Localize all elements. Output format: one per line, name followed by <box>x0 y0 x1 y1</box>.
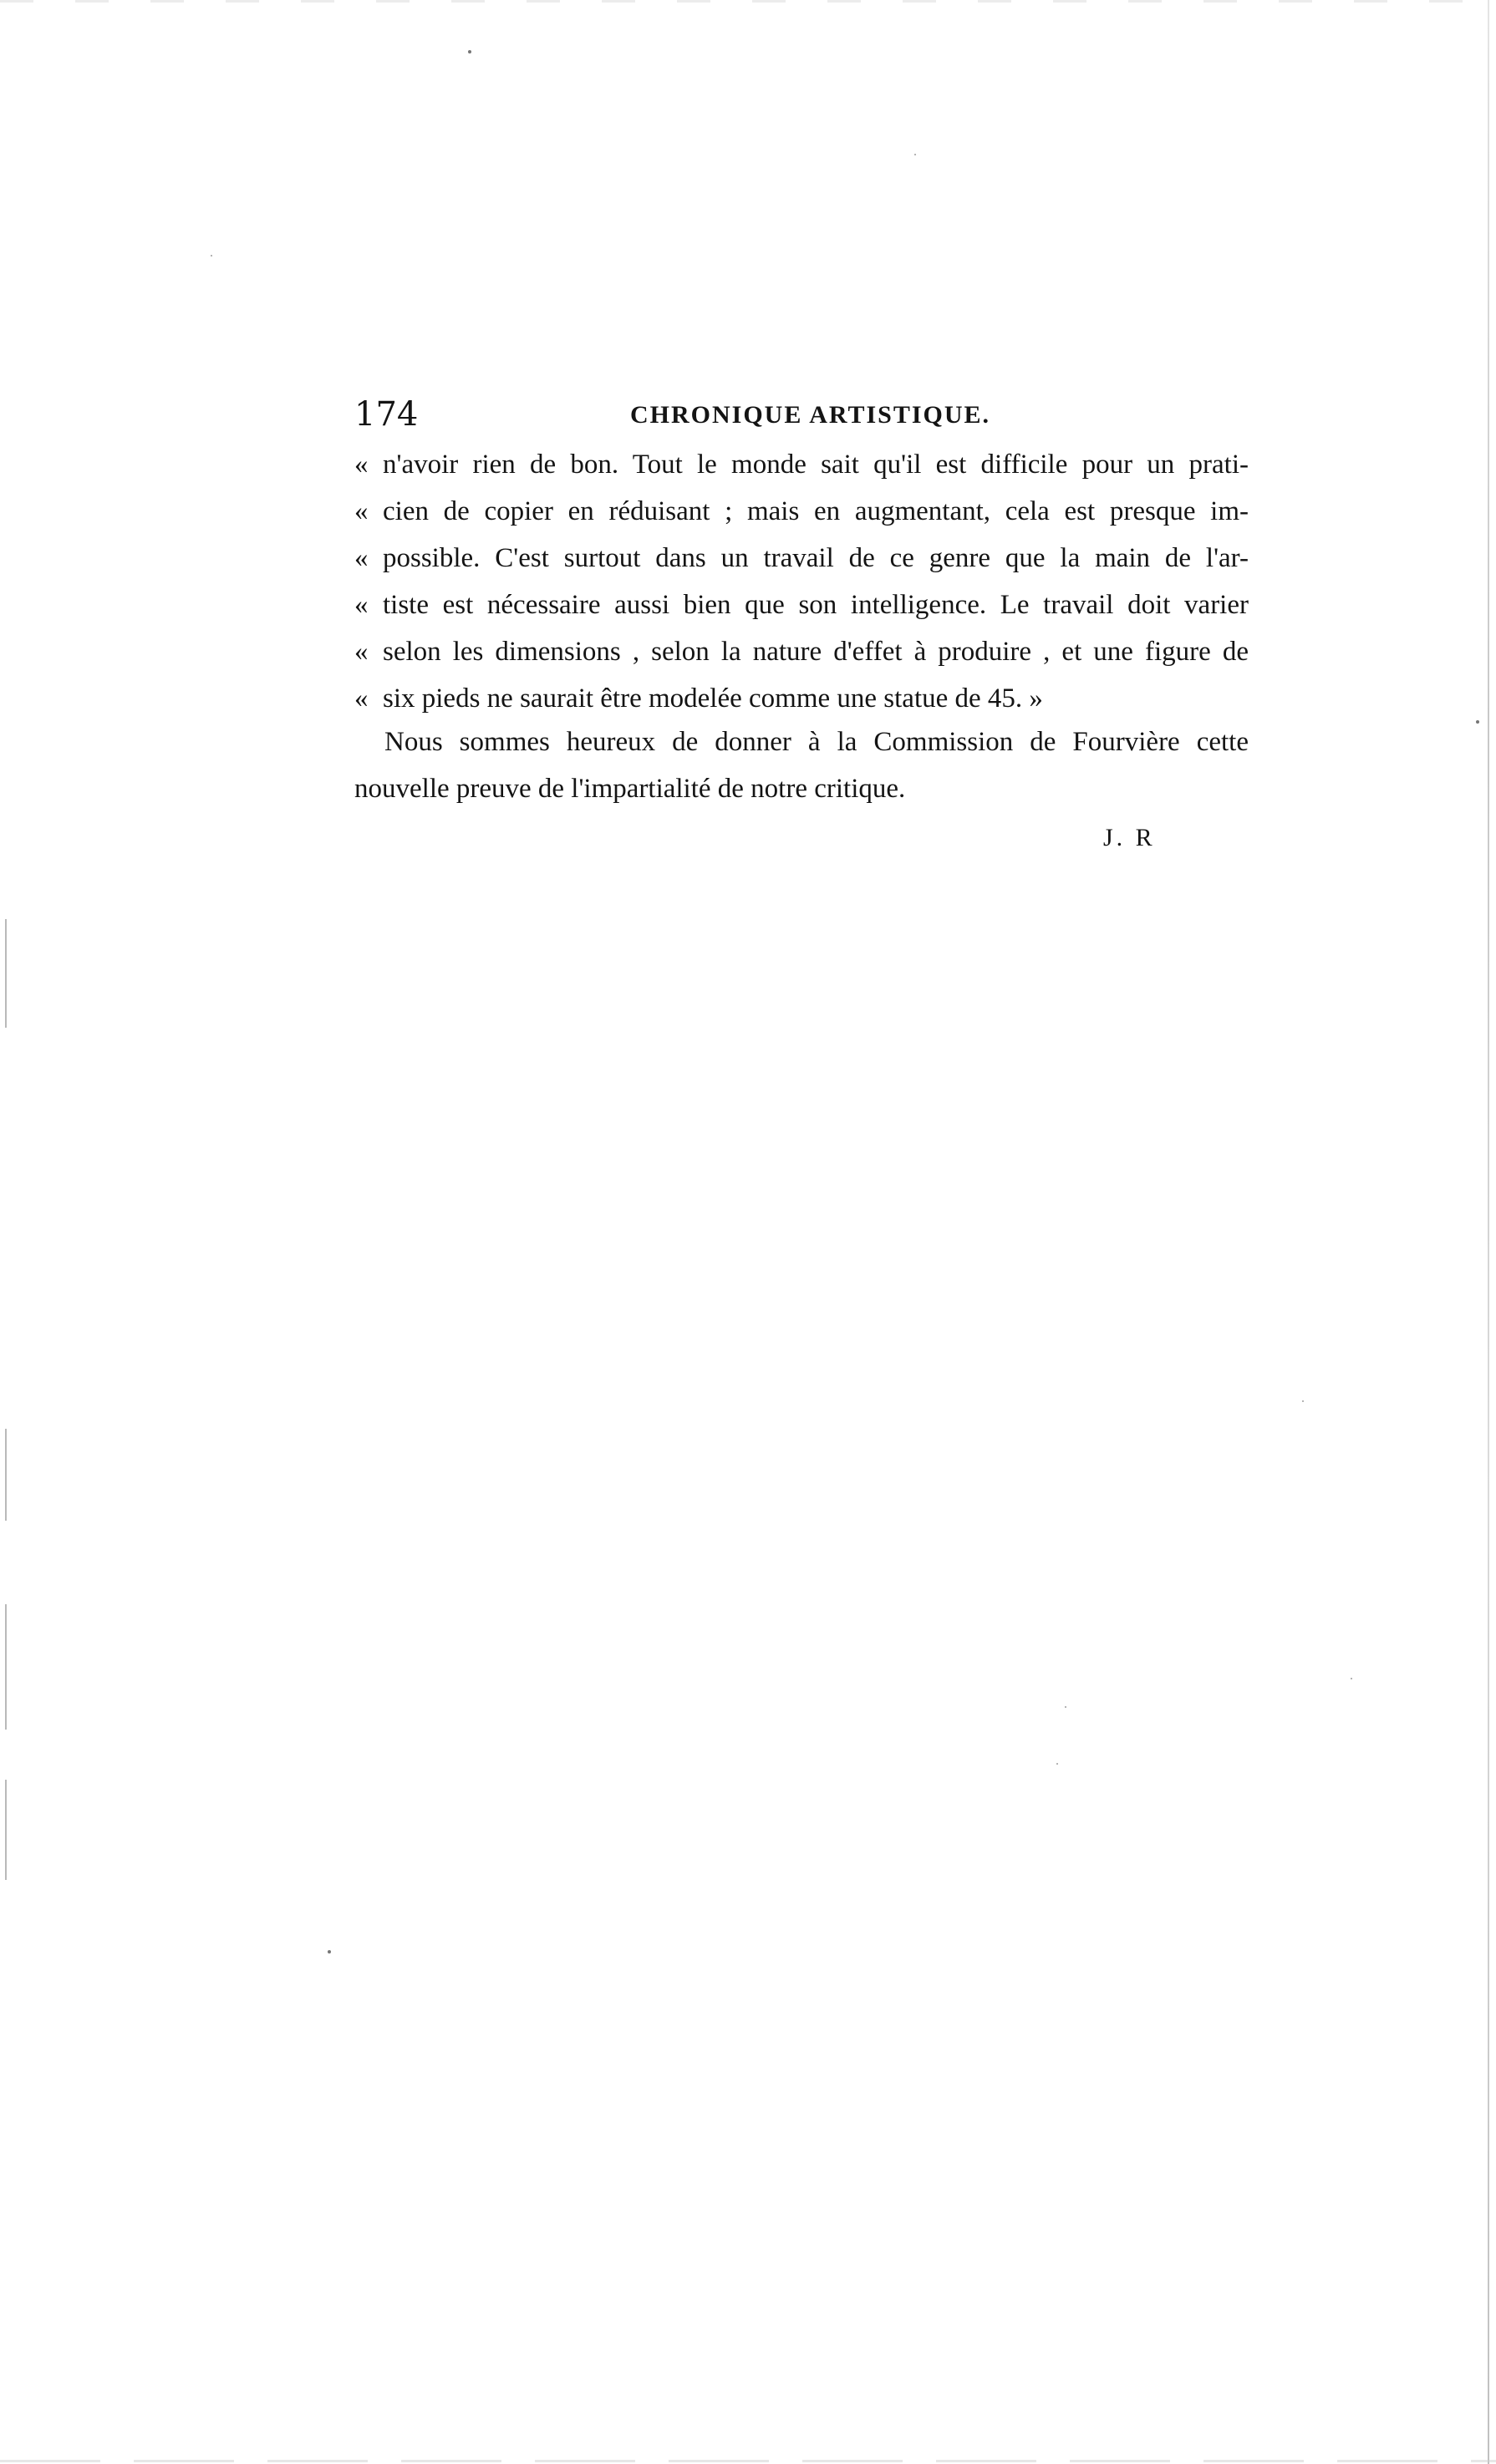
closing-line: nouvelle preuve de l'impartialité de notre critique. <box>354 774 906 804</box>
dust-speck <box>1351 1678 1352 1679</box>
quote-mark: « <box>354 590 369 620</box>
quote-mark: « <box>354 637 369 667</box>
scan-edge-left-mark <box>5 1429 7 1521</box>
closing-paragraph <box>354 719 1249 812</box>
dust-speck <box>1302 1400 1304 1402</box>
quote-mark: « <box>354 683 369 714</box>
quote-mark: « <box>354 543 369 573</box>
running-head <box>354 391 1249 438</box>
quote-line-text: selon les dimensions , selon la nature d'effet à produire , et une figure de <box>383 637 1249 667</box>
quote-line <box>354 441 1249 488</box>
scan-edge-top <box>0 0 1496 3</box>
scan-edge-right <box>1488 0 1489 2464</box>
dust-speck <box>328 1950 331 1953</box>
dust-speck <box>211 255 212 257</box>
dust-speck <box>468 50 471 53</box>
quote-line-text: tiste est nécessaire aussi bien que son intelligence. Le travail doit varier <box>383 590 1249 620</box>
quote-mark: « <box>354 450 369 480</box>
running-title: CHRONIQUE ARTISTIQUE. <box>630 401 991 429</box>
scan-edge-left-mark <box>5 1604 7 1730</box>
scan-edge-left-mark <box>5 1780 7 1880</box>
quote-line <box>354 675 1249 722</box>
quote-mark: « <box>354 496 369 526</box>
quote-line <box>354 488 1249 535</box>
dust-speck <box>1056 1763 1058 1765</box>
page-number: 174 <box>354 395 419 434</box>
quote-line-text: n'avoir rien de bon. Tout le monde sait qu'il est difficile pour un prati- <box>383 450 1249 480</box>
quoted-paragraph <box>354 441 1249 722</box>
closing-line: Nous sommes heureux de donner à la Commission de Fourvière cette <box>384 727 1249 757</box>
quote-line-text: six pieds ne saurait être modelée comme une statue de 45. » <box>383 683 1043 714</box>
quote-line-text: cien de copier en réduisant ; mais en augmentant, cela est presque im- <box>383 496 1249 526</box>
scan-edge-bottom <box>0 2460 1496 2462</box>
quote-line <box>354 582 1249 628</box>
dust-speck <box>1476 720 1479 724</box>
quote-line <box>354 535 1249 582</box>
quote-line-text: possible. C'est surtout dans un travail de ce genre que la main de l'ar- <box>383 543 1249 573</box>
dust-speck <box>1065 1706 1066 1708</box>
scan-edge-left-mark <box>5 919 7 1028</box>
quote-line <box>354 628 1249 675</box>
dust-speck <box>914 154 916 155</box>
author-signature: J. R <box>1103 824 1156 851</box>
